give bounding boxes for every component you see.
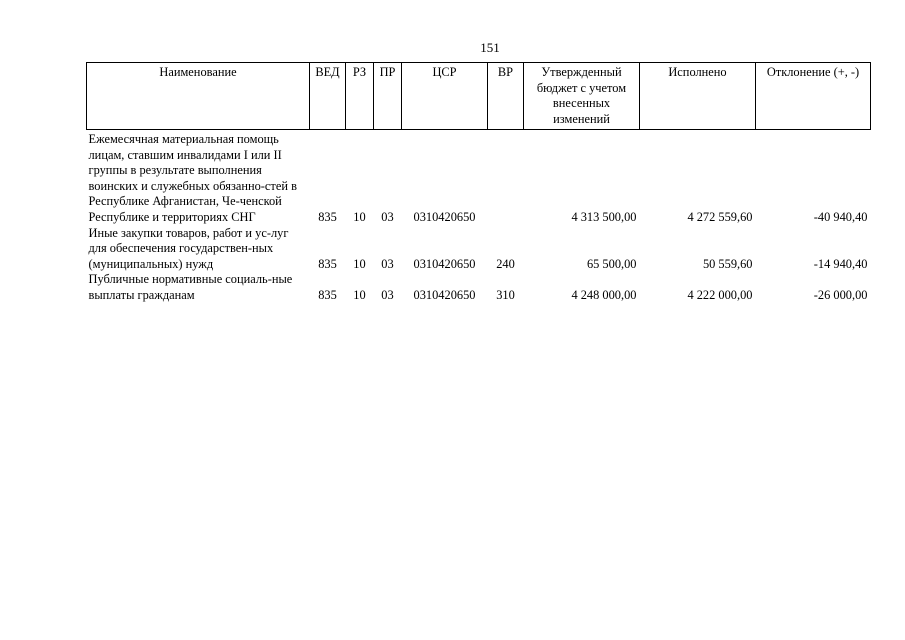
row-deviation: -14 940,40 [813, 256, 868, 271]
header-csr: ЦСР [402, 63, 488, 130]
row-pr: 03 [381, 256, 394, 271]
row-executed: 50 559,60 [702, 256, 753, 271]
row-approved: 4 313 500,00 [571, 209, 637, 224]
row-ved: 835 [318, 287, 337, 302]
row-name: Публичные нормативные социаль-ные выплаты гражданам [88, 272, 293, 302]
row-rz: 10 [353, 287, 366, 302]
row-csr: 0310420650 [413, 256, 476, 271]
row-vr [488, 130, 524, 226]
row-approved: 4 248 000,00 [571, 287, 637, 302]
row-approved: 65 500,00 [586, 256, 637, 271]
row-csr: 0310420650 [413, 209, 476, 224]
row-ved: 835 [318, 256, 337, 271]
row-executed: 4 222 000,00 [687, 287, 753, 302]
header-deviation: Отклонение (+, -) [756, 63, 871, 130]
header-ved: ВЕД [310, 63, 346, 130]
row-rz: 10 [353, 256, 366, 271]
row-deviation: -26 000,00 [813, 287, 868, 302]
row-rz: 10 [353, 209, 366, 224]
header-rz: РЗ [346, 63, 374, 130]
row-name: Иные закупки товаров, работ и ус-луг для обеспечения государствен-ных (муниципальных) нужд [88, 225, 289, 271]
table-row [87, 226, 871, 273]
row-pr: 03 [381, 209, 394, 224]
header-name: Наименование [87, 63, 310, 130]
table-row [87, 130, 871, 226]
table-row [87, 272, 871, 303]
header-approved: Утвержденный бюджет с учетом внесенных изменений [524, 63, 640, 130]
row-deviation: -40 940,40 [813, 209, 868, 224]
table-header-row [87, 63, 871, 130]
budget-execution-table [86, 62, 871, 304]
row-ved: 835 [318, 209, 337, 224]
row-csr: 0310420650 [413, 287, 476, 302]
row-vr: 310 [496, 287, 515, 302]
row-executed: 4 272 559,60 [687, 209, 753, 224]
header-executed: Исполнено [640, 63, 756, 130]
page-number: 151 [480, 40, 500, 55]
row-pr: 03 [381, 287, 394, 302]
row-vr: 240 [496, 256, 515, 271]
row-name: Ежемесячная материальная помощь лицам, ставшим инвалидами I или II группы в результате выполнения воинских и служебных обязанно-стей в Республике Афганистан, Че-ченской Республике и территориях СНГ [88, 132, 297, 224]
header-vr: ВР [488, 63, 524, 130]
header-pr: ПР [374, 63, 402, 130]
